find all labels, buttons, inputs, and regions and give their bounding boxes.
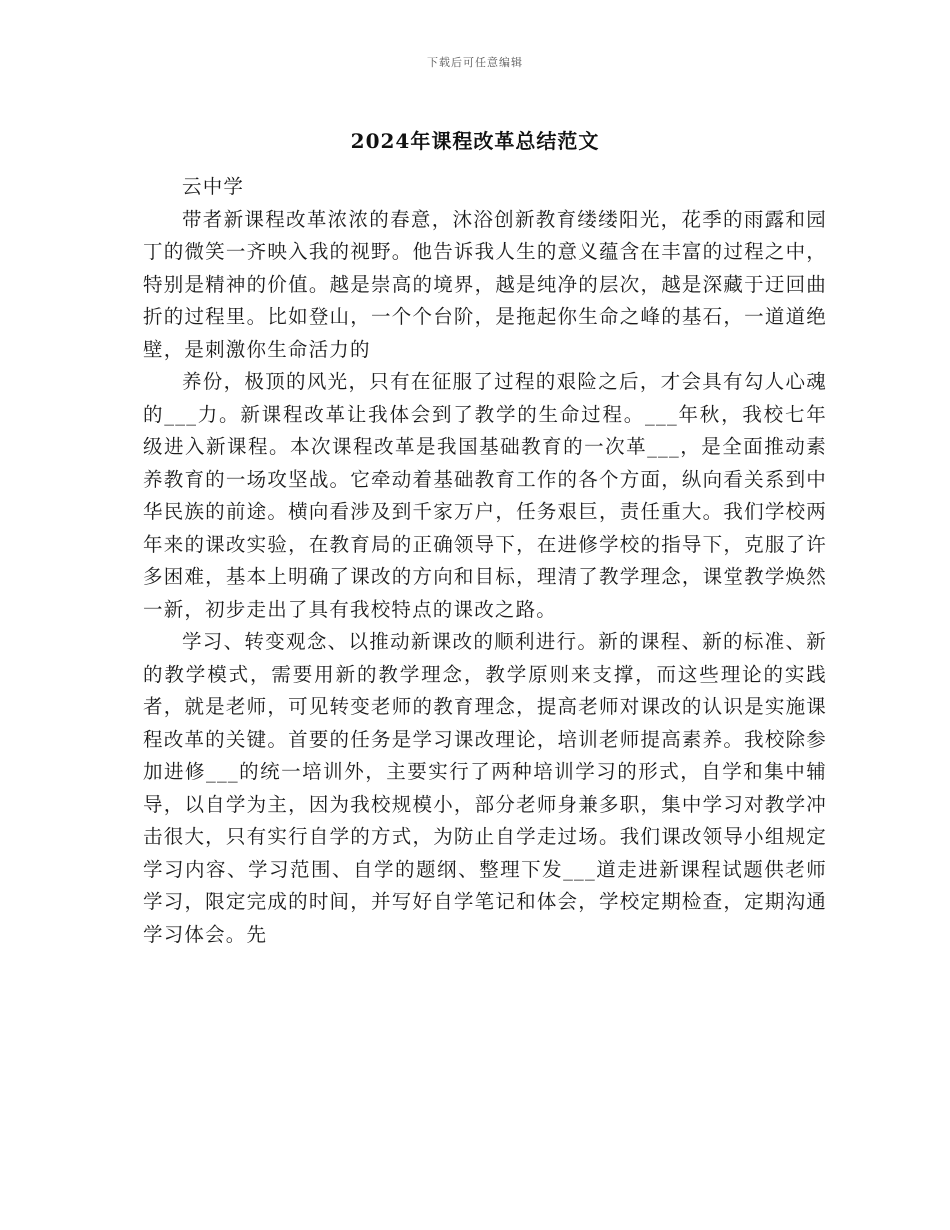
document-title: 2024年课程改革总结范文 [350, 129, 600, 153]
paragraph-1: 带者新课程改革浓浓的春意，沐浴创新教育缕缕阳光，花季的雨露和园丁的微笑一齐映入我的视野。他告诉我人生的意义蕴含在丰富的过程之中，特别是精神的价值。越是崇高的境界，越是纯净的层次，越是深藏于迂回曲折的过程里。比如登山，一个个台阶，是拖起你生命之峰的基石，一道道绝壁，是刺激你生命活力的 [143, 207, 827, 361]
header-note: 下载后可任意编辑 [427, 56, 523, 69]
paragraph-3: 学习、转变观念、以推动新课改的顺利进行。新的课程、新的标准、新的教学模式，需要用新的教学理念，教学原则来支撑，而这些理论的实践者，就是老师，可见转变老师的教育理念，提高老师对课改的认识是实施课程改革的关键。首要的任务是学习课改理论，培训老师提高素养。我校除参加进修___的统一培训外，主要实行了两种培训学习的形式，自学和集中辅导，以自学为主，因为我校规模小，部分老师身兼多职，集中学习对教学冲击很大，只有实行自学的方式，为防止自学走过场。我们课改领导小组规定学习内容、学习范围、自学的题纲、整理下发___道走进新课程试题供老师学习，限定完成的时间，并写好自学笔记和体会，学校定期检查，定期沟通学习体会。先 [143, 630, 827, 946]
school-name: 云中学 [182, 175, 245, 198]
document-body [143, 171, 827, 951]
paragraph-2: 养份，极顶的风光，只有在征服了过程的艰险之后，才会具有勾人心魂的___力。新课程改革让我体会到了教学的生命过程。___年秋，我校七年级进入新课程。本次课程改革是我国基础教育的一次革___，是全面推动素养教育的一场攻坚战。它牵动着基础教育工作的各个方面，纵向看关系到中华民族的前途。横向看涉及到千家万户，任务艰巨，责任重大。我们学校两年来的课改实验，在教育局的正确领导下，在进修学校的指导下，克服了许多困难，基本上明确了课改的方向和目标，理清了教学理念，课堂教学焕然一新，初步走出了具有我校特点的课改之路。 [143, 370, 827, 621]
